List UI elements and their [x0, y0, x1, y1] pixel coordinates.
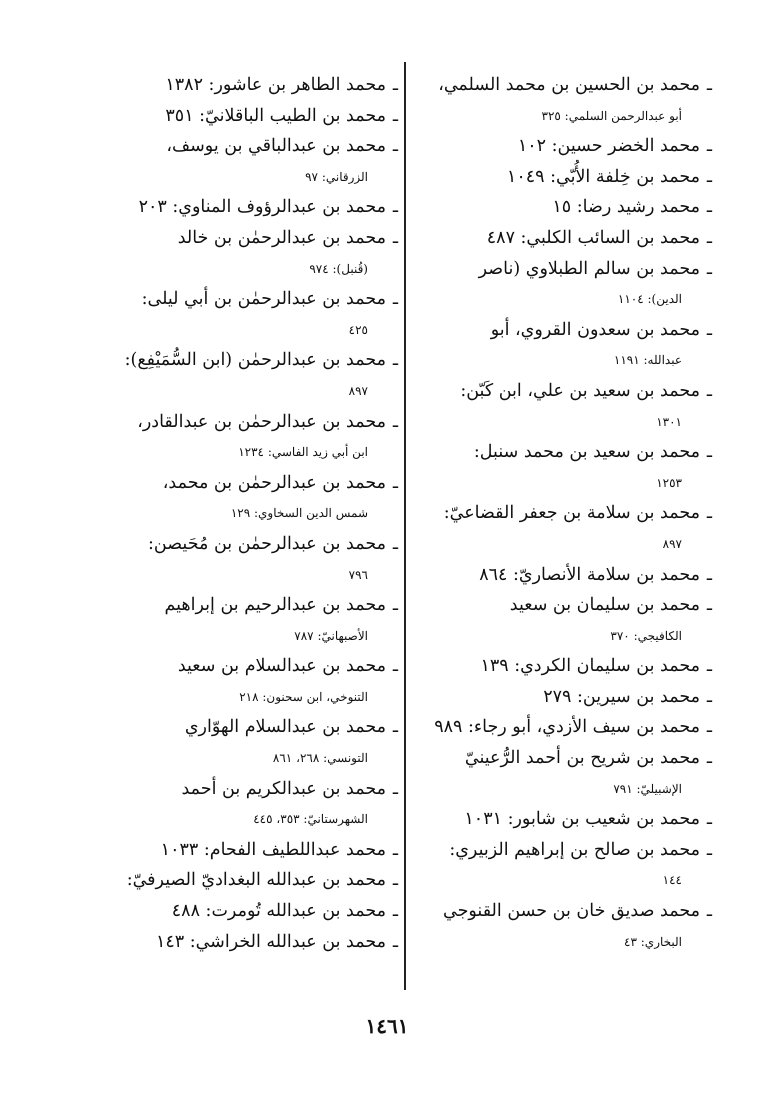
entry-marker: ـ: [706, 809, 712, 830]
index-entry: [98, 712, 398, 773]
entry-marker: ـ: [392, 533, 398, 554]
entry-name: محمد بن عبدالرحمٰن بن أبي ليلى:: [141, 289, 386, 310]
index-entry: [412, 712, 712, 743]
entry-continuation: ٧٩٦: [348, 567, 368, 582]
entry-name: محمد بن سعدون القروي، أبو: [490, 319, 700, 340]
entry-name: محمد بن عبدالكريم بن أحمد: [181, 778, 386, 799]
index-entry: [412, 376, 712, 437]
entry-name: محمد رشيد رضا: ١٥: [552, 197, 700, 218]
index-entry: [98, 835, 398, 866]
entry-continuation: ابن أبي زيد الفاسي: ١٢٣٤: [238, 445, 368, 460]
index-entry: [412, 315, 712, 376]
entry-name: محمد بن عبدالله الخراشي: ١٤٣: [155, 931, 386, 952]
entry-continuation: ٤٢٥: [348, 322, 368, 337]
entry-marker: ـ: [392, 136, 398, 157]
entry-marker: ـ: [392, 901, 398, 922]
index-entry: [412, 498, 712, 559]
entry-continuation: الأصبهانيّ: ٧٨٧: [294, 628, 368, 643]
entry-name: محمد بن عبدالسلام الهوّاري: [184, 717, 386, 738]
entry-marker: ـ: [706, 656, 712, 677]
column-divider: [404, 62, 406, 990]
entry-name: محمد بن عبدالرحمٰن بن عبدالقادر،: [137, 411, 386, 432]
entry-marker: ـ: [392, 595, 398, 616]
entry-continuation: ١٢٥٣: [656, 475, 682, 490]
entry-name: محمد بن عبدالباقي بن يوسف،: [166, 136, 386, 157]
entry-continuation: البخاري: ٤٣: [624, 934, 682, 949]
entry-marker: ـ: [706, 258, 712, 279]
entry-marker: ـ: [392, 411, 398, 432]
entry-continuation: التنوخي، ابن سحنون: ٢١٨: [239, 689, 368, 704]
index-entry: [412, 651, 712, 682]
index-entry: [98, 927, 398, 958]
entry-marker: ـ: [392, 778, 398, 799]
entry-continuation: الدين): ١١٠٤: [617, 292, 682, 307]
entry-continuation: الإشبيليّ: ٧٩١: [613, 781, 682, 796]
entry-marker: ـ: [392, 105, 398, 126]
entry-marker: ـ: [706, 75, 712, 95]
entry-marker: ـ: [392, 931, 398, 952]
entry-marker: ـ: [706, 166, 712, 187]
index-entry: [98, 223, 398, 284]
index-entry: [98, 896, 398, 927]
entry-marker: ـ: [706, 503, 712, 524]
entry-continuation: عبدالله: ١١٩١: [613, 353, 682, 368]
index-entry: [98, 865, 398, 896]
entry-name: محمد بن عبدالسلام بن سعيد: [177, 656, 386, 677]
entry-continuation: الشهرستانيّ: ٣٥٣، ٤٤٥: [253, 812, 368, 827]
entry-marker: ـ: [706, 686, 712, 707]
entry-marker: ـ: [706, 319, 712, 340]
entry-name: محمد بن الطيب الباقلانيّ: ٣٥١: [165, 105, 386, 126]
index-entry: [412, 682, 712, 713]
index-entry: [412, 896, 712, 957]
entry-marker: ـ: [706, 442, 712, 463]
entry-name: محمد بن سليمان بن سعيد: [509, 595, 700, 616]
index-entry: [98, 590, 398, 651]
index-entry: [98, 131, 398, 192]
index-entry: [412, 254, 712, 315]
index-entry: [98, 70, 398, 101]
entry-marker: ـ: [706, 595, 712, 616]
index-entry: [412, 437, 712, 498]
entry-name: محمد بن السائب الكلبي: ٤٨٧: [486, 227, 700, 248]
index-entry: [412, 743, 712, 804]
entry-marker: ـ: [392, 870, 398, 891]
entry-name: محمد بن سعيد بن علي، ابن كَبّن:: [460, 380, 700, 401]
entry-name: محمد عبداللطيف الفحام: ١٠٣٣: [160, 839, 386, 860]
index-entry: [98, 407, 398, 468]
entry-name: محمد بن عبدالرحمٰن (ابن السُّمَيْفِع):: [124, 350, 386, 371]
index-entry: [412, 70, 712, 131]
entry-continuation: الزرقاني: ٩٧: [305, 169, 368, 184]
entry-name: محمد بن سعيد بن محمد سنبل:: [473, 442, 700, 463]
entry-continuation: شمس الدين السخاوي: ١٢٩: [230, 506, 368, 521]
entry-continuation: أبو عبدالرحمن السلمي: ٣٢٥: [541, 108, 682, 123]
index-entry: [412, 131, 712, 162]
entry-name: محمد بن سلامة بن جعفر القضاعيّ:: [443, 503, 700, 524]
entry-marker: ـ: [706, 136, 712, 157]
entry-name: محمد بن عبدالله البغداديّ الصيرفيّ:: [126, 870, 386, 891]
index-entry: [98, 192, 398, 223]
entry-continuation: ٨٩٧: [348, 383, 368, 398]
index-entry: [412, 560, 712, 591]
index-entry: [98, 529, 398, 590]
entry-continuation: (قُنبل): ٩٧٤: [309, 261, 368, 276]
entry-marker: ـ: [706, 380, 712, 401]
index-entry: [412, 835, 712, 896]
entry-name: محمد بن سليمان الكردي: ١٣٩: [480, 656, 700, 677]
entry-marker: ـ: [706, 901, 712, 922]
entry-name: محمد بن شريح بن أحمد الرُّعينيّ: [464, 748, 700, 769]
entry-marker: ـ: [706, 748, 712, 769]
entry-continuation: ١٣٠١: [656, 414, 682, 429]
entry-marker: ـ: [392, 289, 398, 310]
entry-name: محمد بن عبدالرحيم بن إبراهيم: [164, 595, 386, 616]
entry-marker: ـ: [392, 839, 398, 860]
index-entry: [412, 223, 712, 254]
entry-name: محمد الطاهر بن عاشور: ١٣٨٢: [165, 75, 386, 95]
index-entry: [98, 284, 398, 345]
index-entry: [412, 590, 712, 651]
entry-name: محمد بن عبدالله تُومرت: ٤٨٨: [171, 901, 386, 922]
entry-name: محمد بن عبدالرحمٰن بن خالد: [177, 227, 386, 248]
entry-name: محمد بن شعيب بن شابور: ١٠٣١: [464, 809, 700, 830]
entry-continuation: الكافيجي: ٣٧٠: [610, 628, 682, 643]
entry-marker: ـ: [706, 839, 712, 860]
entry-marker: ـ: [392, 350, 398, 371]
entry-name: محمد بن سالم الطبلاوي (ناصر: [478, 258, 700, 279]
entry-marker: ـ: [706, 717, 712, 738]
index-entry: [98, 101, 398, 132]
entry-name: محمد بن صالح بن إبراهيم الزبيري:: [449, 839, 700, 860]
entry-name: محمد الخضر حسين: ١٠٢: [517, 136, 700, 157]
index-entry: [412, 804, 712, 835]
entry-name: محمد بن خِلفة الأُبّي: ١٠٤٩: [506, 166, 700, 187]
entry-marker: ـ: [706, 564, 712, 585]
page-number: ١٤٦١: [365, 1014, 409, 1038]
entry-name: محمد بن عبدالرؤوف المناوي: ٢٠٣: [138, 197, 386, 218]
entry-marker: ـ: [392, 472, 398, 493]
index-column-left: [98, 70, 398, 957]
entry-marker: ـ: [392, 717, 398, 738]
entry-marker: ـ: [392, 75, 398, 95]
entry-name: محمد صديق خان بن حسن القنوجي: [442, 901, 700, 922]
entry-continuation: ٨٩٧: [662, 536, 682, 551]
entry-name: محمد بن عبدالرحمٰن بن مُحَيصن:: [148, 533, 386, 554]
entry-name: محمد بن سلامة الأنصاريّ: ٨٦٤: [479, 564, 700, 585]
entry-name: محمد بن سيف الأزدي، أبو رجاء: ٩٨٩: [434, 717, 700, 738]
index-entry: [412, 192, 712, 223]
entry-name: محمد بن سيرين: ٢٧٩: [543, 686, 700, 707]
index-entry: [98, 774, 398, 835]
entry-continuation: التونسي: ٢٦٨، ٨٦١: [272, 751, 368, 766]
entry-continuation: ١٤٤: [662, 873, 682, 888]
index-column-right: [412, 70, 712, 957]
entry-marker: ـ: [392, 656, 398, 677]
index-entry: [98, 345, 398, 406]
entry-marker: ـ: [706, 197, 712, 218]
entry-name: محمد بن الحسين بن محمد السلمي،: [438, 75, 700, 95]
entry-name: محمد بن عبدالرحمٰن بن محمد،: [162, 472, 386, 493]
entry-marker: ـ: [392, 197, 398, 218]
index-entry: [98, 651, 398, 712]
entry-marker: ـ: [706, 227, 712, 248]
index-entry: [412, 162, 712, 193]
index-entry: [98, 468, 398, 529]
entry-marker: ـ: [392, 227, 398, 248]
